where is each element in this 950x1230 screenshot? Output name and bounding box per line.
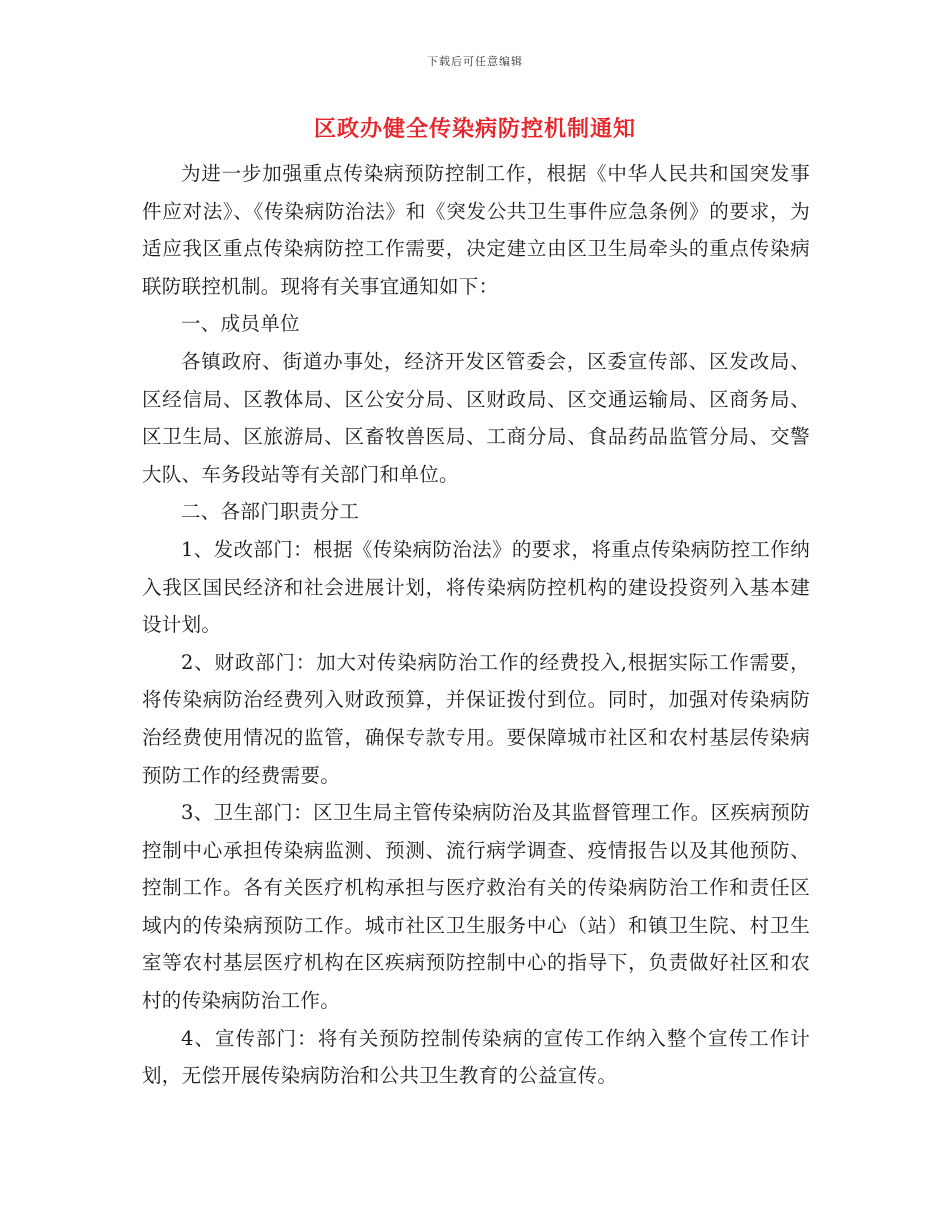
paragraph-duty-finance: 2、财政部门：加大对传染病防治工作的经费投入,根据实际工作需要，将传染病防治经费列入财政预算，并保证拨付到位。同时，加强对传染病防治经费使用情况的监管，确保专款专用。要保障城市社区和农村基层传染病预防工作的经费需要。	[142, 650, 810, 787]
section-heading-member-units: 一、成员单位	[181, 312, 300, 336]
document-title: 区政办健全传染病防控机制通知	[313, 116, 636, 142]
document-body	[142, 155, 810, 1095]
header-note: 下载后可任意编辑	[427, 55, 523, 68]
paragraph-intro: 为进一步加强重点传染病预防控制工作，根据《中华人民共和国突发事件应对法》、《传染病防治法》和《突发公共卫生事件应急条例》的要求，为适应我区重点传染病防控工作需要，决定建立由区卫生局牵头的重点传染病联防联控机制。现将有关事宜通知如下：	[142, 162, 810, 298]
paragraph-duty-health: 3、卫生部门：区卫生局主管传染病防治及其监督管理工作。区疾病预防控制中心承担传染病监测、预测、流行病学调查、疫情报告以及其他预防、控制工作。各有关医疗机构承担与医疗救治有关的传染病防治工作和责任区域内的传染病预防工作。城市社区卫生服务中心（站）和镇卫生院、村卫生室等农村基层医疗机构在区疾病预防控制中心的指导下，负责做好社区和农村的传染病防治工作。	[142, 801, 810, 1013]
paragraph-member-units: 各镇政府、街道办事处，经济开发区管委会，区委宣传部、区发改局、区经信局、区教体局、区公安分局、区财政局、区交通运输局、区商务局、区卫生局、区旅游局、区畜牧兽医局、工商分局、食品药品监管分局、交警大队、车务段站等有关部门和单位。	[142, 349, 810, 486]
paragraph-duty-development: 1、发改部门：根据《传染病防治法》的要求，将重点传染病防控工作纳入我区国民经济和社会进展计划，将传染病防控机构的建设投资列入基本建设计划。	[142, 537, 810, 637]
paragraph-duty-publicity: 4、宣传部门：将有关预防控制传染病的宣传工作纳入整个宣传工作计划，无偿开展传染病防治和公共卫生教育的公益宣传。	[142, 1026, 810, 1088]
section-heading-duties: 二、各部门职责分工	[181, 500, 360, 524]
